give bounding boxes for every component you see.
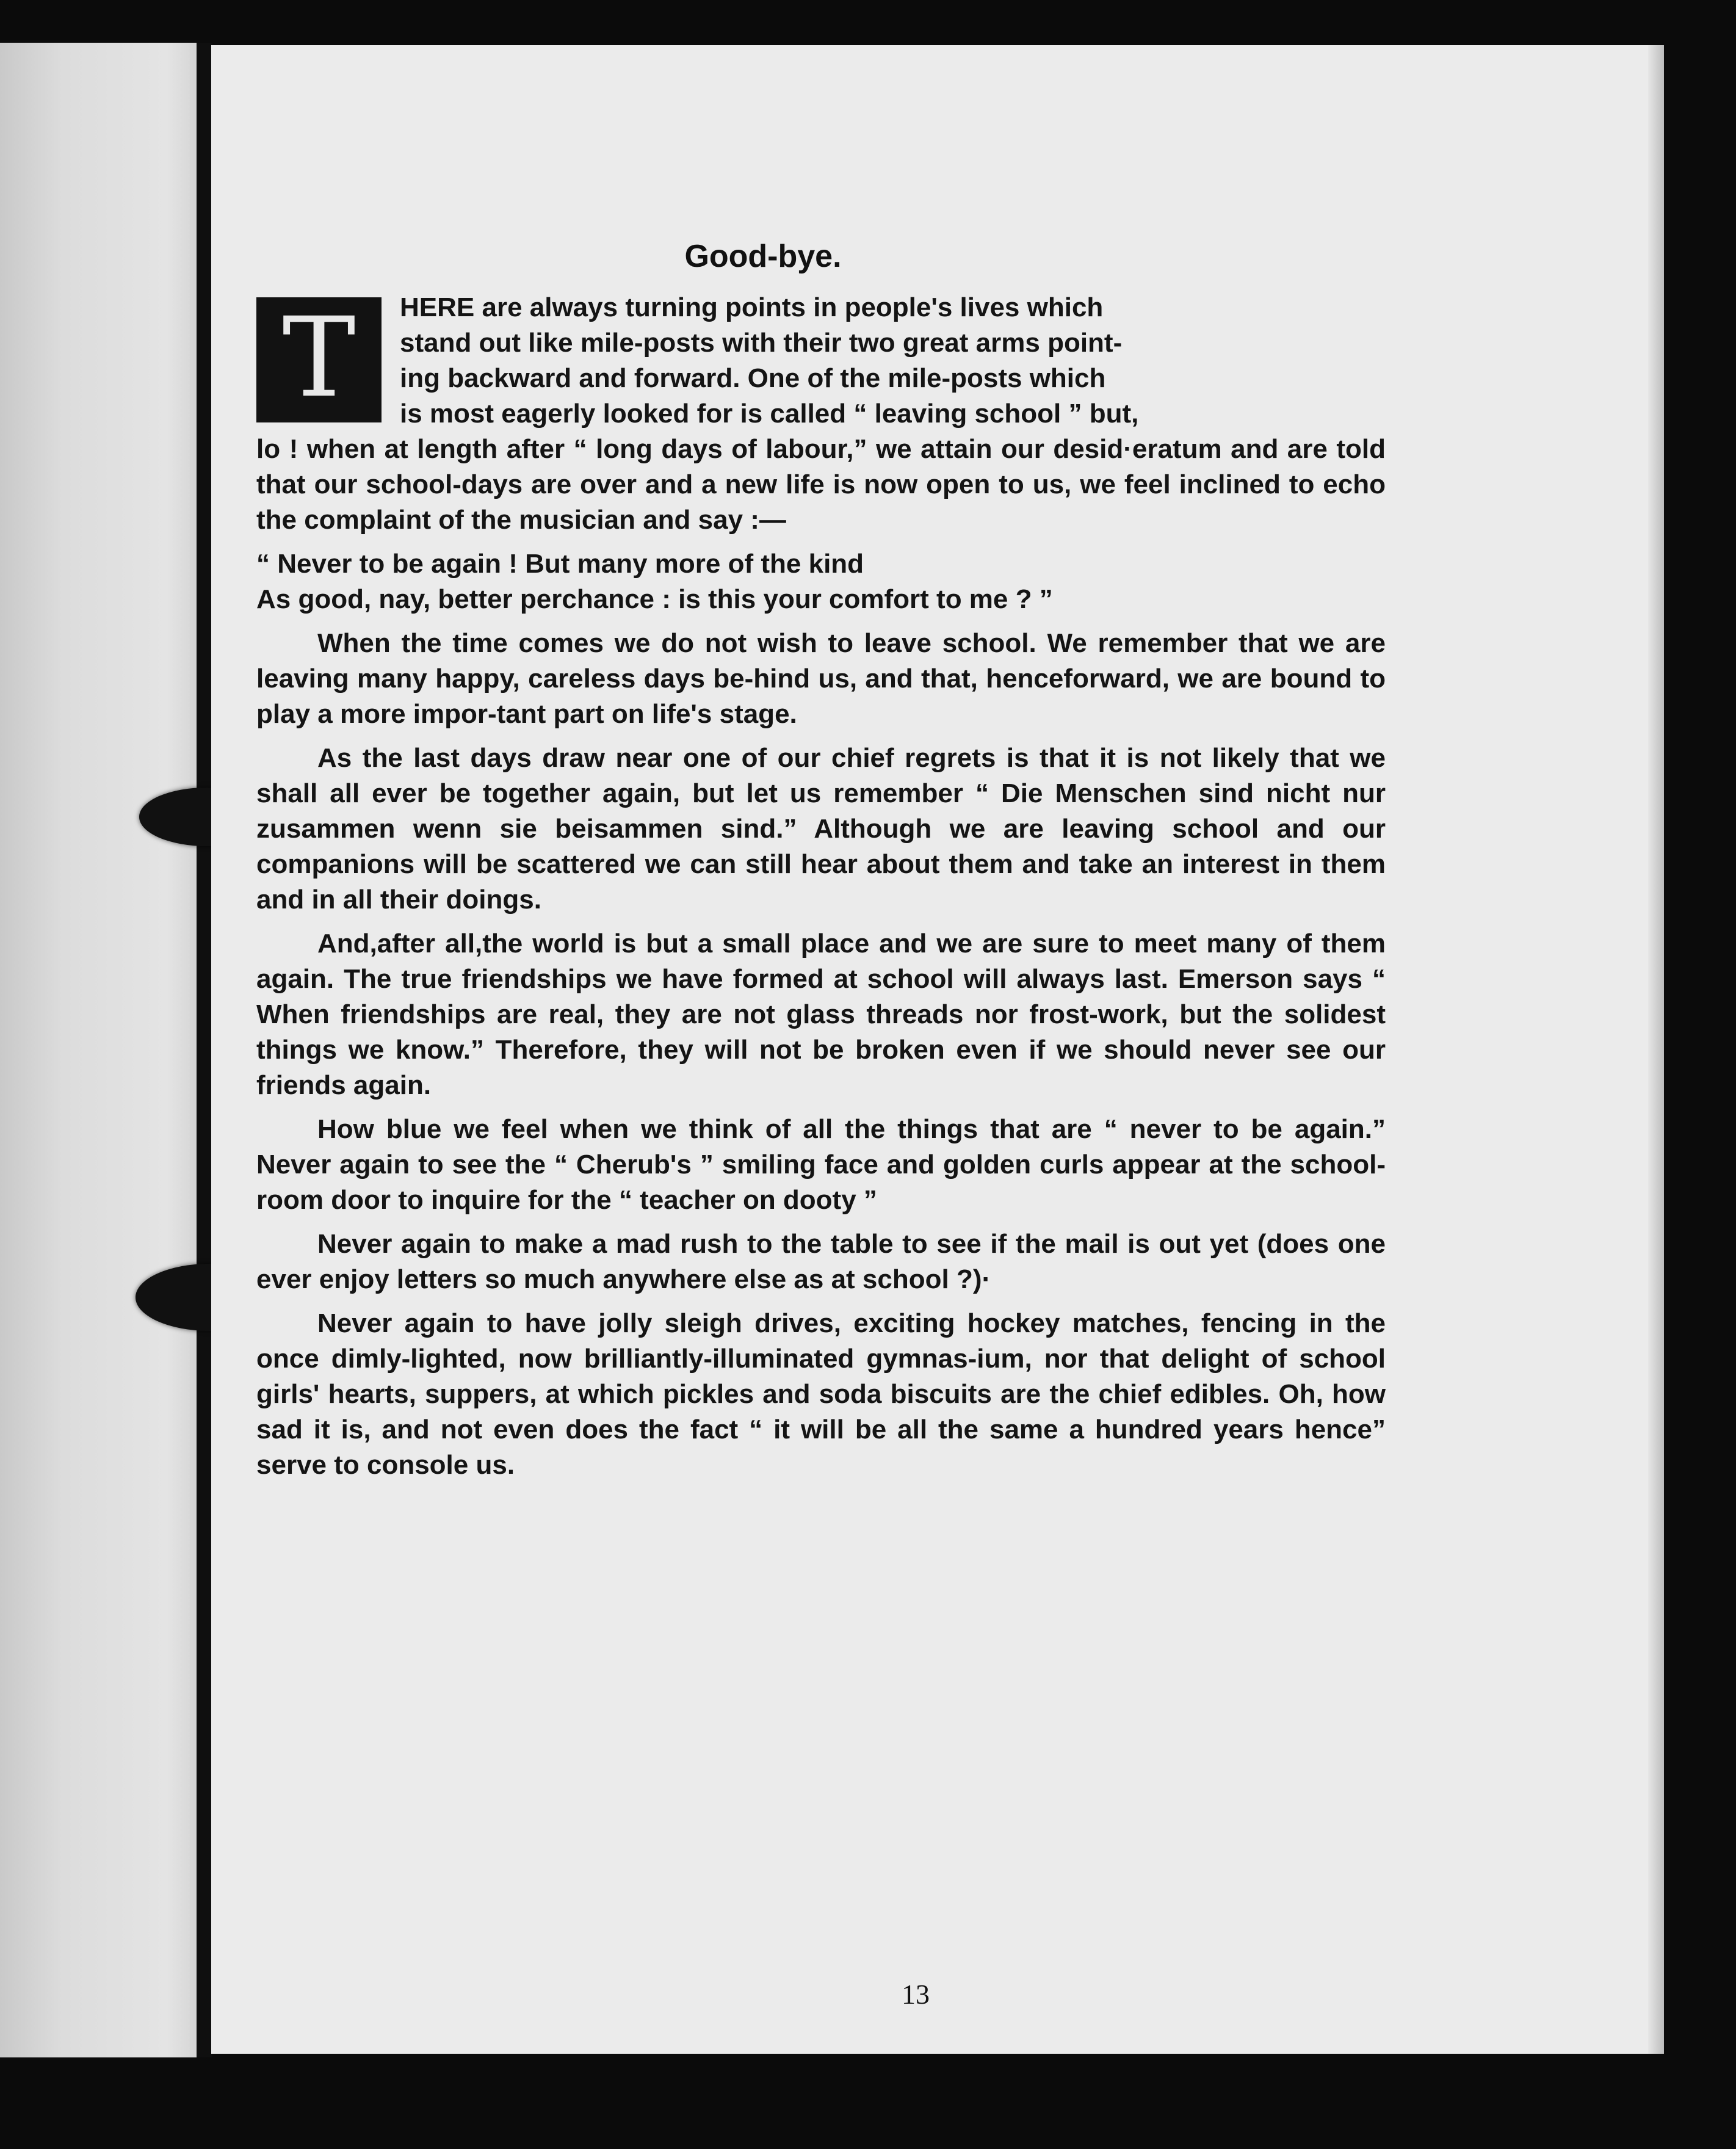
intro-line: stand out like mile-posts with their two great arms point- xyxy=(400,328,1123,358)
paragraph: As the last days draw near one of our chief regrets is that it is not likely that we shall all ever be together again, but let us remember “ Die Menschen sind nicht nur zusammen wenn sie beisammen sind.” Although we are leaving school and our companions will be scattered we can still hear about them and take an interest in them and in all their doings. xyxy=(256,743,1386,915)
paragraph: When the time comes we do not wish to leave school. We remember that we are leaving many happy, careless days be-hind us, and that, henceforward, we are bound to play a more impor-tant part on life's stage. xyxy=(256,628,1386,729)
intro-lines xyxy=(256,290,1386,432)
previous-page-edge xyxy=(0,43,209,2057)
drop-cap-letter: T xyxy=(282,294,356,422)
page-edge-shadow xyxy=(1648,45,1664,2054)
verse-line: As good, nay, better perchance : is this your comfort to me ? ” xyxy=(256,584,1053,614)
verse-line: “ Never to be again ! But many more of the kind xyxy=(256,549,864,579)
intro-line: HERE are always turning points in people's lives which xyxy=(400,292,1104,322)
intro-line: is most eagerly looked for is called “ leaving school ” but, xyxy=(400,399,1139,429)
paragraph: Never again to have jolly sleigh drives, exciting hockey matches, fencing in the once dimly-lighted, now brilliantly-illuminated gymnas-ium, nor that delight of school girls' hearts, suppers, at which pickles and soda biscuits are the chief edibles. Oh, how sad it is, and not even does the fact “ it will be all the same a hundred years hence” serve to console us. xyxy=(256,1308,1386,1480)
intro-paragraph: lo ! when at length after “ long days of labour,” we attain our desid·eratum and are told that our school-days are over and a new life is now open to us, we feel inclined to echo the complaint of the musician and say :— xyxy=(256,434,1386,535)
intro-line: ing backward and forward. One of the mile-posts which xyxy=(400,363,1106,393)
drop-cap xyxy=(256,294,382,422)
paragraph: Never again to make a mad rush to the table to see if the mail is out yet (does one ever enjoy letters so much anywhere else as at school ?)· xyxy=(256,1229,1386,1294)
page-number: 13 xyxy=(902,1979,930,2010)
paragraph: How blue we feel when we think of all the things that are “ never to be again.” Never again to see the “ Cherub's ” smiling face and golden curls appear at the school-room door to inquire for the “ teacher on dooty ” xyxy=(256,1114,1386,1215)
paragraph: And,after all,the world is but a small place and we are sure to meet many of them again. The true friendships we have formed at school will always last. Emerson says “ When friendships are real, they are not glass threads nor frost-work, but the solidest things we know.” Therefore, they will not be broken even if we should never see our friends again. xyxy=(256,929,1386,1100)
page-title: Good-bye. xyxy=(684,239,842,274)
binding-spine xyxy=(197,43,212,2057)
article-body xyxy=(256,290,1386,1483)
quoted-verse xyxy=(256,546,1386,617)
